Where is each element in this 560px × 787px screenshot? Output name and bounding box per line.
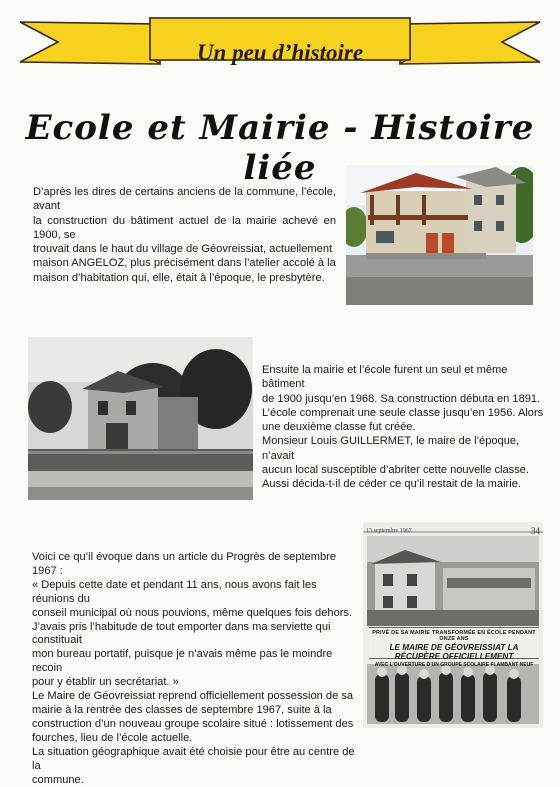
section-3-text [32, 551, 357, 787]
photo-old-mairie [28, 337, 253, 500]
section-1-line: D’après les dires de certains anciens de la commune, l’école, avant [33, 185, 336, 214]
section-3-line: commune. [32, 774, 357, 787]
clipping-headline-1: PRIVÉ DE SA MAIRIE TRANSFORMÉE EN ÉCOLE PENDANT ONZE ANS [369, 630, 539, 642]
section-3-line: construction d’un nouveau groupe scolaire situé : lotissement des [32, 718, 357, 732]
section-3-line: mon bureau portatif, puisque je n’avais même pas le moindre recoin [32, 648, 357, 676]
section-3-line: J’avais pris l’habitude de tout emporter dans ma serviette qui constituait [32, 621, 357, 649]
section-2-line: L’école comprenait une seule classe jusqu’en 1956. Alors [262, 406, 544, 420]
section-1-line: maison ANGELOZ, plus précisément dans l’atelier accolé à la [33, 256, 336, 270]
section-2-line: aucun local susceptible d’abriter cette nouvelle classe. [262, 463, 544, 477]
clipping-date: 15 septembre 1967 [366, 528, 412, 534]
clipping-headline [369, 627, 539, 659]
clipping-headline-2: LE MAIRE DE GÉOVREISSIAT LA RÉCUPÈRE OFFICIELLEMENT [369, 643, 539, 661]
section-3-line: « Depuis cette date et pendant 11 ans, nous avons fait les réunions du [32, 579, 357, 607]
section-1-line: la construction du bâtiment actuel de la mairie achevé en 1900, se [33, 214, 336, 243]
section-3-line: Voici ce qu’il évoque dans un article du Progrès de septembre 1967 : [32, 551, 357, 579]
newspaper-clipping [363, 522, 543, 728]
banner-ribbon-left [20, 22, 160, 64]
section-3-line: pour y établir un secrétariat. » [32, 676, 357, 690]
banner-ribbon-right [400, 22, 540, 64]
clipping-page-number: 34 [531, 526, 540, 536]
section-2-line: Aussi décida-t-il de céder ce qu’il restait de la mairie. [262, 477, 544, 491]
page-title: Ecole et Mairie - Histoire liée [20, 108, 540, 188]
section-2-line: de 1900 jusqu’en 1968. Sa construction débuta en 1891. [262, 392, 544, 406]
section-2-text [262, 363, 544, 492]
photo-angeloz-house [346, 165, 533, 305]
section-3-line: Le Maire de Géovreissiat reprend officiellement possession de sa [32, 690, 357, 704]
section-2-line: une deuxième classe fut créée. [262, 420, 544, 434]
section-1-line: trouvait dans le haut du village de Géovreissiat, actuellement [33, 242, 336, 256]
section-3-line: La situation géographique avait été choisie pour être au centre de la [32, 746, 357, 774]
section-1-text [33, 185, 336, 285]
section-3-line: fourches, lieu de l’école actuelle. [32, 732, 357, 746]
section-3-line: mairie à la rentrée des classes de septembre 1967, suite à la [32, 704, 357, 718]
banner-label: Un peu d’histoire [150, 40, 410, 66]
section-1-line: maison d’habitation qui, elle, était à l’époque, le presbytère. [33, 271, 336, 285]
section-3-line: conseil municipal où nous pouvions, même quelques fois dehors. [32, 607, 357, 621]
clipping-headline-3: AVEC L’OUVERTURE D’UN GROUPE SCOLAIRE FLAMBANT NEUF [369, 662, 539, 668]
section-2-line: Monsieur Louis GUILLERMET, le maire de l’époque, n’avait [262, 434, 544, 463]
section-2-line: Ensuite la mairie et l’école furent un seul et même bâtiment [262, 363, 544, 392]
